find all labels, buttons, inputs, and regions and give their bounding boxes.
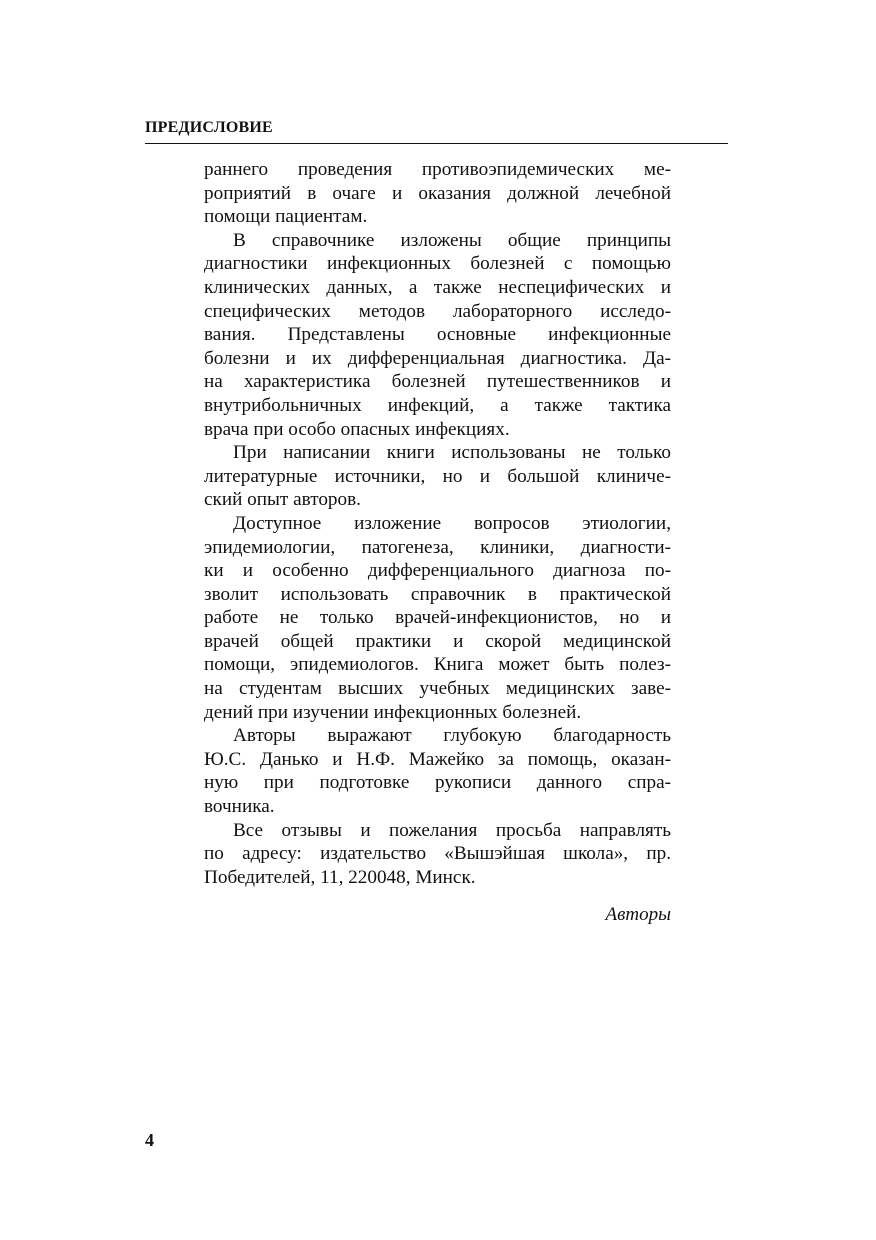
running-head-title: ПРЕДИСЛОВИЕ — [145, 119, 273, 136]
header-rule — [145, 143, 728, 144]
text-line: Доступное изложение вопросов этиологии, — [233, 512, 671, 534]
text-line: Победителей, 11, 220048, Минск. — [204, 866, 476, 888]
text-line: Все отзывы и пожелания просьба направлять — [233, 819, 671, 841]
text-line: ский опыт авторов. — [204, 489, 361, 511]
text-line: врача при особо опасных инфекциях. — [204, 418, 510, 440]
text-line: вания. Представлены основные инфекционные — [204, 324, 671, 346]
text-line: клинических данных, а также неспецифических и — [204, 276, 671, 298]
text-line: вочника. — [204, 796, 275, 818]
text-line: Авторы выражают глубокую благодарность — [233, 725, 671, 747]
page-number: 4 — [145, 1130, 154, 1150]
text-line: дений при изучении инфекционных болезней. — [204, 701, 582, 723]
text-line: болезни и их дифференциальная диагностика. Да- — [204, 347, 671, 369]
text-line: на студентам высших учебных медицинских заве- — [204, 678, 671, 700]
text-line: внутрибольничных инфекций, а также тактика — [204, 394, 671, 416]
text-line: помощи, эпидемиологов. Книга может быть полез- — [204, 654, 671, 676]
preface-body — [204, 158, 671, 889]
text-line: специфических методов лабораторного исследо- — [204, 300, 671, 322]
text-line: на характеристика болезней путешественников и — [204, 371, 671, 393]
text-line: эпидемиологии, патогенеза, клиники, диагности- — [204, 536, 671, 558]
text-line: врачей общей практики и скорой медицинской — [204, 630, 671, 652]
text-line: В справочнике изложены общие принципы — [233, 229, 671, 251]
text-line: литературные источники, но и большой клиниче- — [204, 465, 671, 487]
text-line: помощи пациентам. — [204, 206, 368, 228]
text-line: ную при подготовке рукописи данного спра- — [204, 772, 671, 794]
text-line: При написании книги использованы не только — [233, 442, 671, 464]
text-line: раннего проведения противоэпидемических ме- — [204, 159, 671, 180]
text-line: Ю.С. Данько и Н.Ф. Мажейко за помощь, оказан- — [204, 748, 671, 770]
text-line: ки и особенно дифференциального диагноза по- — [204, 560, 671, 582]
text-line: работе не только врачей-инфекционистов, но и — [204, 607, 671, 629]
text-line: диагностики инфекционных болезней с помощью — [204, 253, 671, 275]
text-line: роприятий в очаге и оказания должной лечебной — [204, 182, 671, 204]
text-line: зволит использовать справочник в практической — [204, 583, 671, 605]
text-line: по адресу: издательство «Вышэйшая школа», пр. — [204, 843, 671, 865]
authors-signature: Авторы — [605, 904, 671, 925]
